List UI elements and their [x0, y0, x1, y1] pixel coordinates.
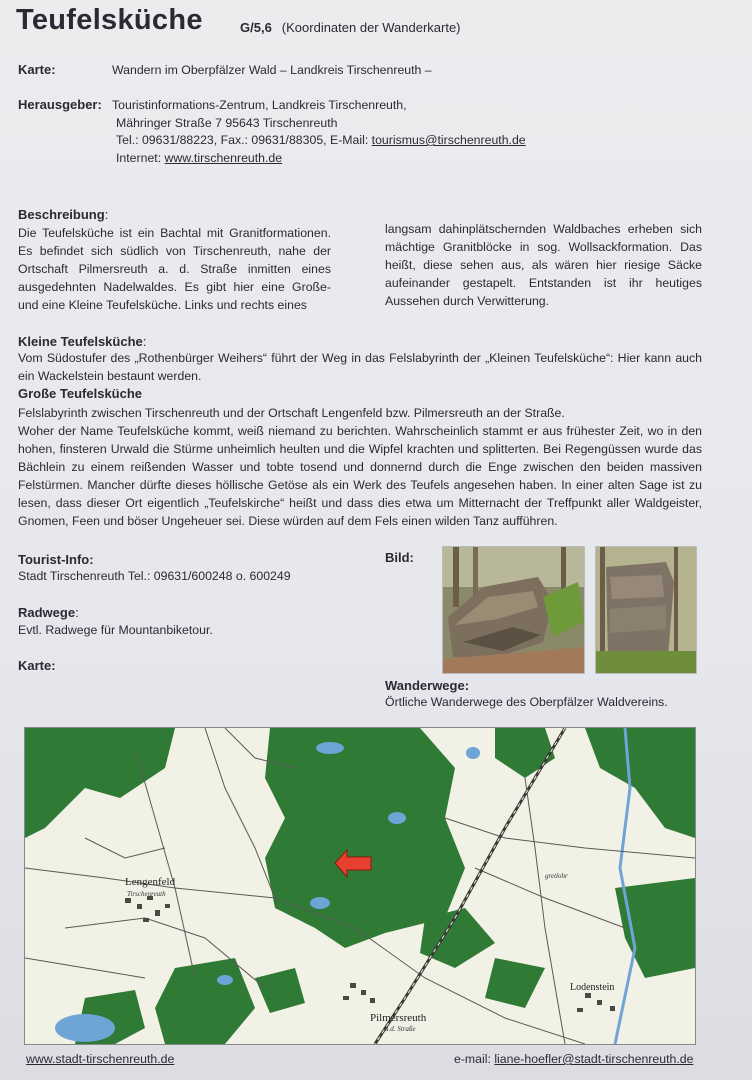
internet-prefix: Internet: [116, 150, 165, 165]
herausgeber-contact [116, 132, 526, 150]
wanderwege-label: Wanderwege: [385, 678, 470, 693]
hiking-map [24, 727, 696, 1045]
karte-label: Karte: [18, 62, 56, 77]
karte-value: Wandern im Oberpfälzer Wald – Landkreis Tirschenreuth – [112, 63, 432, 77]
beschreibung-col2: langsam dahinplätschernden Waldbaches erheben sich mächtige Granitblöcke in sog. Wollsackformation. Das heißt, diese sehen aus, als wären hier riesige Säcke aufeinander gestapelt. Entstanden ist ihr heutiges Aussehen durch Verwitterung. [385, 222, 702, 308]
beschreibung-label-text: Beschreibung [18, 207, 105, 222]
herausgeber-block [112, 97, 526, 167]
internet-link[interactable]: www.tirschenreuth.de [164, 150, 283, 165]
tourist-label: Tourist-Info: [18, 552, 94, 567]
tourist-text: Stadt Tirschenreuth Tel.: 09631/600248 o. 600249 [18, 569, 291, 583]
karte2-label: Karte: [18, 658, 56, 673]
map-place-label: gretlohr [545, 872, 568, 880]
radwege-text: Evtl. Radwege für Mountanbiketour. [18, 623, 213, 637]
kleine-label-text: Kleine Teufelsküche [18, 334, 143, 349]
tel-fax: Tel.: 09631/88223, Fax.: 09631/88305, E-Mail: [116, 133, 372, 147]
radwege-label-text: Radwege [18, 605, 76, 620]
beschreibung-col1: Die Teufelsküche ist ein Bachtal mit Granitformationen. Es befindet sich südlich von Tirschenreuth, nahe der Ortschaft Pilmersreuth a. d. Straße inmitten eines ausgedehnten Nadelwaldes. Es gibt hier eine Große- und eine Kleine Teufelsküche. Links und rechts eines [18, 226, 331, 312]
map-town-pilmersreuth: Pilmersreuth [370, 1012, 427, 1024]
map-town-lengenfeld: Lengenfeld [125, 876, 176, 888]
radwege-label: Radwege: [18, 605, 79, 620]
footer-email-link[interactable]: liane-hoefler@stadt-tirschenreuth.de [494, 1052, 694, 1066]
herausgeber-internet [116, 150, 526, 168]
rock-photo-2 [595, 546, 697, 674]
page-title: Teufelsküche [16, 4, 203, 36]
map-town-lengenfeld-sub: Tirschenreuth [127, 890, 166, 898]
beschreibung-label: Beschreibung: [18, 207, 109, 222]
footer-website-link[interactable]: www.stadt-tirschenreuth.de [26, 1052, 175, 1066]
footer-email [454, 1052, 693, 1066]
footer-email-prefix: e-mail: [454, 1052, 495, 1066]
kleine-label: Kleine Teufelsküche: [18, 334, 147, 349]
map-town-lodenstein: Lodenstein [570, 982, 615, 993]
grosse-label: Große Teufelsküche [18, 386, 143, 401]
map-town-pilmersreuth-sub: a.d. Straße [385, 1025, 416, 1033]
herausgeber-line1: Touristinformations-Zentrum, Landkreis Tirschenreuth, [112, 98, 407, 112]
grid-coordinates [240, 20, 461, 35]
herausgeber-label: Herausgeber: [18, 97, 102, 112]
bild-label: Bild: [385, 550, 414, 565]
grid-value: G/5,6 [240, 20, 272, 35]
kleine-text: Vom Südostufer des „Rothenbürger Weihers“ führt der Weg in das Felslabyrinth der „Kleinen Teufelsküche“: Hier kann auch ein Wackelstein bestaunt werden. [18, 351, 702, 383]
herausgeber-line2: Mähringer Straße 7 95643 Tirschenreuth [116, 115, 338, 130]
rock-photo-1 [442, 546, 585, 674]
wanderwege-text: Örtliche Wanderwege des Oberpfälzer Waldvereins. [385, 695, 668, 709]
grid-note: (Koordinaten der Wanderkarte) [281, 20, 461, 35]
grosse-text: Felslabyrinth zwischen Tirschenreuth und der Ortschaft Lengenfeld bzw. Pilmersreuth an der Straße. [18, 406, 565, 420]
email-link[interactable]: tourismus@tirschenreuth.de [371, 133, 526, 147]
grosse-story: Woher der Name Teufelsküche kommt, weiß niemand zu berichten. Wahrscheinlich stammt er aus frühester Zeit, wo in den hohen, finsteren Urwald die Stürme unheimlich heulten und die Wipfel krachten und splitterten. Bei Regengüssen wurde das Bächlein zu einem reißenden Wasser und tobte tosend und donnernd durch die Enge zwischen den beiden massiven Felstürmen. Mancher dürfte dieses höllische Getöse als ein Werk des Teufels angesehen haben. In einer alten Sage ist zu lesen, dass dieser Ort eigentlich „Teufelskirche“ heißt und dass dies etwa um Mitternacht der Treffpunkt aller Waldgeister, Gnomen, Feen und böser Ungeheuer sei. Diese würden auf dem Fels einen wilden Tanz aufführen. [18, 424, 702, 528]
